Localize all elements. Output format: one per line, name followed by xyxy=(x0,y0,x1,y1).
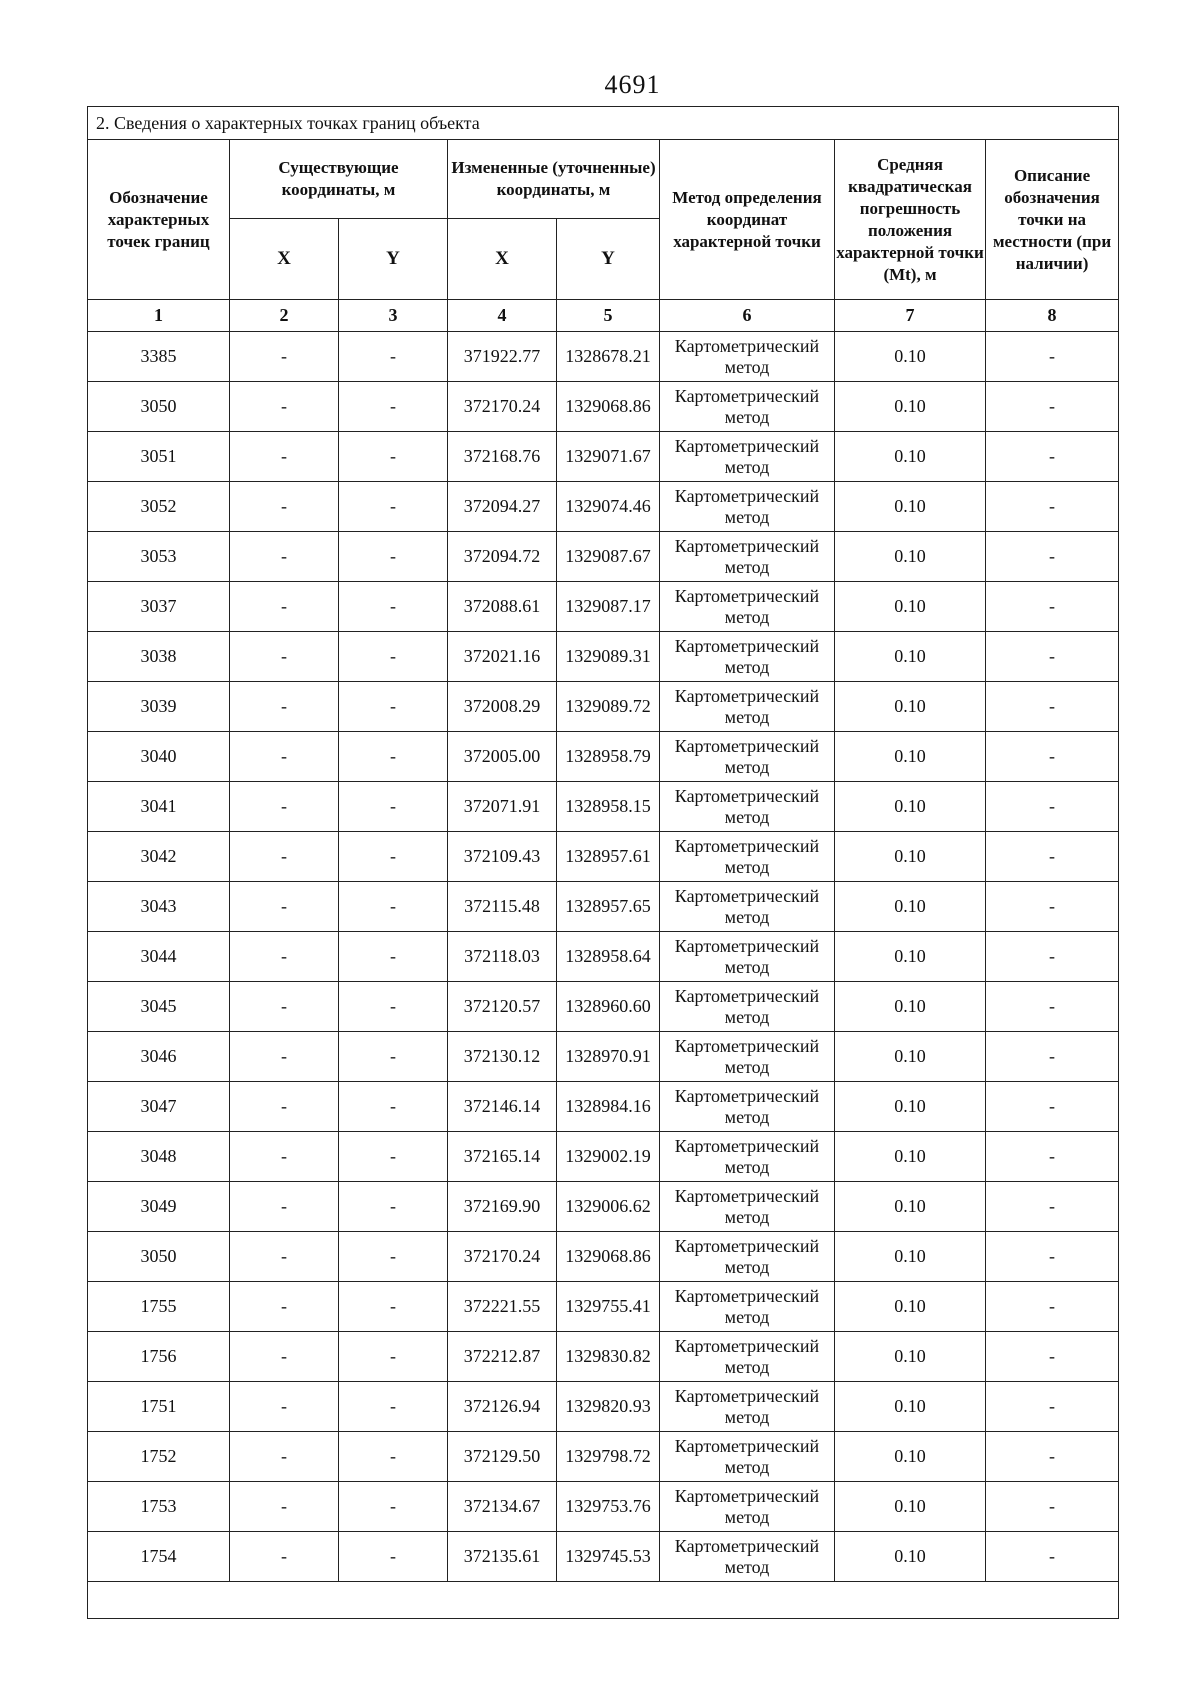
table-row xyxy=(88,782,1119,832)
point-cell: 3044 xyxy=(88,932,230,982)
method-cell xyxy=(660,932,835,982)
changed-y-cell: 1328960.60 xyxy=(557,982,660,1032)
changed-x-cell: 372169.90 xyxy=(448,1182,557,1232)
mt-cell: 0.10 xyxy=(835,432,986,482)
description-cell: - xyxy=(986,432,1119,482)
method-line2: метод xyxy=(724,956,770,977)
existing-x-cell: - xyxy=(230,682,339,732)
mt-cell: 0.10 xyxy=(835,1382,986,1432)
existing-x-cell: - xyxy=(230,332,339,382)
column-number: 4 xyxy=(448,300,557,332)
description-cell: - xyxy=(986,1332,1119,1382)
method-line1: Картометрический xyxy=(674,785,820,806)
mt-cell: 0.10 xyxy=(835,382,986,432)
method-cell xyxy=(660,732,835,782)
point-cell: 3052 xyxy=(88,482,230,532)
changed-y-cell: 1329087.17 xyxy=(557,582,660,632)
existing-y-cell: - xyxy=(339,482,448,532)
header-description: Описание обозначения точки на местности (при наличии) xyxy=(986,140,1119,300)
column-number: 5 xyxy=(557,300,660,332)
table-row xyxy=(88,982,1119,1032)
header-existing-coords: Существующие координаты, м xyxy=(230,140,448,219)
existing-y-cell: - xyxy=(339,1332,448,1382)
method-line2: метод xyxy=(724,756,770,777)
point-cell: 3040 xyxy=(88,732,230,782)
method-cell xyxy=(660,1382,835,1432)
mt-cell: 0.10 xyxy=(835,1082,986,1132)
changed-y-cell: 1328958.79 xyxy=(557,732,660,782)
description-cell: - xyxy=(986,982,1119,1032)
changed-x-cell: 372126.94 xyxy=(448,1382,557,1432)
point-cell: 3042 xyxy=(88,832,230,882)
existing-x-cell: - xyxy=(230,882,339,932)
table-row xyxy=(88,1232,1119,1282)
method-line2: метод xyxy=(724,506,770,527)
point-cell: 1751 xyxy=(88,1382,230,1432)
table-row xyxy=(88,1332,1119,1382)
point-cell: 1753 xyxy=(88,1482,230,1532)
method-cell xyxy=(660,982,835,1032)
header-existing-y: Y xyxy=(339,219,448,300)
description-cell: - xyxy=(986,1082,1119,1132)
point-cell: 3041 xyxy=(88,782,230,832)
changed-y-cell: 1329089.72 xyxy=(557,682,660,732)
changed-x-cell: 372221.55 xyxy=(448,1282,557,1332)
table-row xyxy=(88,1082,1119,1132)
method-line1: Картометрический xyxy=(674,335,820,356)
existing-y-cell: - xyxy=(339,832,448,882)
method-line1: Картометрический xyxy=(674,535,820,556)
existing-y-cell: - xyxy=(339,1282,448,1332)
method-line2: метод xyxy=(724,856,770,877)
table-row xyxy=(88,482,1119,532)
method-line2: метод xyxy=(724,1106,770,1127)
description-cell: - xyxy=(986,382,1119,432)
method-line2: метод xyxy=(724,1406,770,1427)
header-changed-coords: Измененные (уточненные) координаты, м xyxy=(448,140,660,219)
mt-cell: 0.10 xyxy=(835,482,986,532)
description-cell: - xyxy=(986,832,1119,882)
description-cell: - xyxy=(986,1382,1119,1432)
changed-y-cell: 1328957.61 xyxy=(557,832,660,882)
description-cell: - xyxy=(986,682,1119,732)
header-changed-x: X xyxy=(448,219,557,300)
method-line1: Картометрический xyxy=(674,635,820,656)
table-row xyxy=(88,382,1119,432)
header-mt: Средняя квадратическая погрешность положения характерной точки (Mt), м xyxy=(835,140,986,300)
method-cell xyxy=(660,1132,835,1182)
existing-y-cell: - xyxy=(339,1082,448,1132)
mt-cell: 0.10 xyxy=(835,1482,986,1532)
method-cell xyxy=(660,532,835,582)
method-cell xyxy=(660,1332,835,1382)
column-number: 3 xyxy=(339,300,448,332)
method-line2: метод xyxy=(724,806,770,827)
column-number: 1 xyxy=(88,300,230,332)
existing-x-cell: - xyxy=(230,582,339,632)
method-line2: метод xyxy=(724,1206,770,1227)
description-cell: - xyxy=(986,1132,1119,1182)
mt-cell: 0.10 xyxy=(835,782,986,832)
existing-y-cell: - xyxy=(339,1132,448,1182)
existing-y-cell: - xyxy=(339,732,448,782)
column-number: 6 xyxy=(660,300,835,332)
description-cell: - xyxy=(986,782,1119,832)
changed-x-cell: 372130.12 xyxy=(448,1032,557,1082)
changed-y-cell: 1329074.46 xyxy=(557,482,660,532)
mt-cell: 0.10 xyxy=(835,682,986,732)
point-cell: 3039 xyxy=(88,682,230,732)
method-line1: Картометрический xyxy=(674,935,820,956)
changed-x-cell: 372094.72 xyxy=(448,532,557,582)
existing-y-cell: - xyxy=(339,532,448,582)
method-line1: Картометрический xyxy=(674,1535,820,1556)
method-line1: Картометрический xyxy=(674,1185,820,1206)
method-line2: метод xyxy=(724,1556,770,1577)
description-cell: - xyxy=(986,932,1119,982)
changed-y-cell: 1329068.86 xyxy=(557,1232,660,1282)
existing-y-cell: - xyxy=(339,582,448,632)
mt-cell: 0.10 xyxy=(835,982,986,1032)
existing-y-cell: - xyxy=(339,1382,448,1432)
mt-cell: 0.10 xyxy=(835,732,986,782)
method-cell xyxy=(660,582,835,632)
method-line2: метод xyxy=(724,456,770,477)
table-row xyxy=(88,732,1119,782)
description-cell: - xyxy=(986,882,1119,932)
method-line2: метод xyxy=(724,1256,770,1277)
point-cell: 3047 xyxy=(88,1082,230,1132)
changed-y-cell: 1328984.16 xyxy=(557,1082,660,1132)
table-row xyxy=(88,632,1119,682)
existing-x-cell: - xyxy=(230,382,339,432)
description-cell: - xyxy=(986,482,1119,532)
method-cell xyxy=(660,882,835,932)
table-row xyxy=(88,432,1119,482)
method-cell xyxy=(660,1482,835,1532)
column-numbers-row xyxy=(88,300,1119,332)
table-row xyxy=(88,932,1119,982)
method-cell xyxy=(660,1232,835,1282)
method-cell xyxy=(660,432,835,482)
point-cell: 3046 xyxy=(88,1032,230,1082)
point-cell: 1755 xyxy=(88,1282,230,1332)
existing-x-cell: - xyxy=(230,482,339,532)
mt-cell: 0.10 xyxy=(835,832,986,882)
method-line1: Картометрический xyxy=(674,1285,820,1306)
existing-x-cell: - xyxy=(230,782,339,832)
changed-x-cell: 372094.27 xyxy=(448,482,557,532)
method-line2: метод xyxy=(724,1006,770,1027)
method-line1: Картометрический xyxy=(674,735,820,756)
column-number: 8 xyxy=(986,300,1119,332)
changed-x-cell: 372115.48 xyxy=(448,882,557,932)
point-cell: 3038 xyxy=(88,632,230,682)
existing-x-cell: - xyxy=(230,1482,339,1532)
table-row xyxy=(88,1132,1119,1182)
description-cell: - xyxy=(986,532,1119,582)
method-line2: метод xyxy=(724,1056,770,1077)
column-number: 7 xyxy=(835,300,986,332)
changed-x-cell: 372005.00 xyxy=(448,732,557,782)
changed-x-cell: 372071.91 xyxy=(448,782,557,832)
existing-x-cell: - xyxy=(230,1332,339,1382)
mt-cell: 0.10 xyxy=(835,1432,986,1482)
method-line2: метод xyxy=(724,1506,770,1527)
table-row xyxy=(88,1282,1119,1332)
changed-x-cell: 371922.77 xyxy=(448,332,557,382)
point-cell: 1754 xyxy=(88,1532,230,1582)
method-cell xyxy=(660,832,835,882)
mt-cell: 0.10 xyxy=(835,1032,986,1082)
method-line2: метод xyxy=(724,356,770,377)
changed-y-cell: 1329006.62 xyxy=(557,1182,660,1232)
existing-y-cell: - xyxy=(339,432,448,482)
method-line1: Картометрический xyxy=(674,1385,820,1406)
method-line1: Картометрический xyxy=(674,1135,820,1156)
changed-x-cell: 372109.43 xyxy=(448,832,557,882)
changed-x-cell: 372120.57 xyxy=(448,982,557,1032)
existing-y-cell: - xyxy=(339,882,448,932)
point-cell: 3385 xyxy=(88,332,230,382)
table-row xyxy=(88,682,1119,732)
header-changed-y: Y xyxy=(557,219,660,300)
changed-y-cell: 1328970.91 xyxy=(557,1032,660,1082)
method-cell xyxy=(660,482,835,532)
changed-x-cell: 372118.03 xyxy=(448,932,557,982)
changed-x-cell: 372129.50 xyxy=(448,1432,557,1482)
point-cell: 3048 xyxy=(88,1132,230,1182)
existing-y-cell: - xyxy=(339,1432,448,1482)
mt-cell: 0.10 xyxy=(835,632,986,682)
changed-x-cell: 372008.29 xyxy=(448,682,557,732)
method-line1: Картометрический xyxy=(674,985,820,1006)
header-existing-x: X xyxy=(230,219,339,300)
method-line2: метод xyxy=(724,1356,770,1377)
method-line2: метод xyxy=(724,1456,770,1477)
existing-y-cell: - xyxy=(339,332,448,382)
existing-x-cell: - xyxy=(230,1532,339,1582)
description-cell: - xyxy=(986,732,1119,782)
header-point: Обозначение характерных точек границ xyxy=(88,140,230,300)
method-line2: метод xyxy=(724,606,770,627)
changed-y-cell: 1329068.86 xyxy=(557,382,660,432)
existing-y-cell: - xyxy=(339,982,448,1032)
method-line1: Картометрический xyxy=(674,885,820,906)
method-cell xyxy=(660,382,835,432)
changed-y-cell: 1329745.53 xyxy=(557,1532,660,1582)
empty-footer-cell xyxy=(88,1582,1119,1619)
mt-cell: 0.10 xyxy=(835,582,986,632)
mt-cell: 0.10 xyxy=(835,1532,986,1582)
table-row xyxy=(88,582,1119,632)
description-cell: - xyxy=(986,582,1119,632)
existing-x-cell: - xyxy=(230,532,339,582)
header-method: Метод определения координат характерной точки xyxy=(660,140,835,300)
method-line1: Картометрический xyxy=(674,1435,820,1456)
table-row xyxy=(88,532,1119,582)
existing-y-cell: - xyxy=(339,782,448,832)
existing-x-cell: - xyxy=(230,432,339,482)
existing-x-cell: - xyxy=(230,632,339,682)
method-line1: Картометрический xyxy=(674,385,820,406)
existing-y-cell: - xyxy=(339,682,448,732)
existing-x-cell: - xyxy=(230,1232,339,1282)
existing-x-cell: - xyxy=(230,832,339,882)
method-cell xyxy=(660,1282,835,1332)
mt-cell: 0.10 xyxy=(835,1182,986,1232)
point-cell: 1752 xyxy=(88,1432,230,1482)
method-line2: метод xyxy=(724,406,770,427)
changed-y-cell: 1329830.82 xyxy=(557,1332,660,1382)
mt-cell: 0.10 xyxy=(835,1282,986,1332)
existing-x-cell: - xyxy=(230,982,339,1032)
existing-x-cell: - xyxy=(230,732,339,782)
column-number: 2 xyxy=(230,300,339,332)
method-cell xyxy=(660,682,835,732)
point-cell: 3050 xyxy=(88,382,230,432)
table-row xyxy=(88,1032,1119,1082)
changed-x-cell: 372021.16 xyxy=(448,632,557,682)
point-cell: 3049 xyxy=(88,1182,230,1232)
method-line2: метод xyxy=(724,1306,770,1327)
page-number: 4691 xyxy=(604,70,661,99)
method-cell xyxy=(660,1532,835,1582)
method-line1: Картометрический xyxy=(674,485,820,506)
changed-x-cell: 372170.24 xyxy=(448,1232,557,1282)
method-line1: Картометрический xyxy=(674,1035,820,1056)
section-title: 2. Сведения о характерных точках границ объекта xyxy=(88,107,1119,140)
method-cell xyxy=(660,1432,835,1482)
existing-x-cell: - xyxy=(230,1382,339,1432)
method-cell xyxy=(660,1082,835,1132)
method-line1: Картометрический xyxy=(674,685,820,706)
existing-x-cell: - xyxy=(230,1082,339,1132)
table-row xyxy=(88,332,1119,382)
existing-y-cell: - xyxy=(339,1182,448,1232)
mt-cell: 0.10 xyxy=(835,1132,986,1182)
changed-y-cell: 1329071.67 xyxy=(557,432,660,482)
existing-y-cell: - xyxy=(339,1032,448,1082)
changed-y-cell: 1328958.15 xyxy=(557,782,660,832)
description-cell: - xyxy=(986,632,1119,682)
changed-x-cell: 372134.67 xyxy=(448,1482,557,1532)
description-cell: - xyxy=(986,1032,1119,1082)
changed-x-cell: 372146.14 xyxy=(448,1082,557,1132)
table-row xyxy=(88,1532,1119,1582)
existing-x-cell: - xyxy=(230,1032,339,1082)
changed-x-cell: 372135.61 xyxy=(448,1532,557,1582)
point-cell: 3037 xyxy=(88,582,230,632)
method-line2: метод xyxy=(724,1156,770,1177)
mt-cell: 0.10 xyxy=(835,1332,986,1382)
mt-cell: 0.10 xyxy=(835,532,986,582)
method-line2: метод xyxy=(724,906,770,927)
table-row xyxy=(88,1482,1119,1532)
table-row xyxy=(88,1432,1119,1482)
changed-y-cell: 1329820.93 xyxy=(557,1382,660,1432)
point-cell: 1756 xyxy=(88,1332,230,1382)
method-cell xyxy=(660,632,835,682)
existing-y-cell: - xyxy=(339,1482,448,1532)
description-cell: - xyxy=(986,1482,1119,1532)
changed-y-cell: 1329002.19 xyxy=(557,1132,660,1182)
description-cell: - xyxy=(986,1282,1119,1332)
changed-y-cell: 1329755.41 xyxy=(557,1282,660,1332)
description-cell: - xyxy=(986,1182,1119,1232)
mt-cell: 0.10 xyxy=(835,932,986,982)
table-row xyxy=(88,882,1119,932)
method-cell xyxy=(660,1182,835,1232)
method-line2: метод xyxy=(724,656,770,677)
changed-y-cell: 1329753.76 xyxy=(557,1482,660,1532)
point-cell: 3045 xyxy=(88,982,230,1032)
method-cell xyxy=(660,1032,835,1082)
existing-y-cell: - xyxy=(339,1232,448,1282)
changed-y-cell: 1328957.65 xyxy=(557,882,660,932)
table-row xyxy=(88,1182,1119,1232)
method-line1: Картометрический xyxy=(674,435,820,456)
existing-x-cell: - xyxy=(230,1432,339,1482)
point-cell: 3050 xyxy=(88,1232,230,1282)
mt-cell: 0.10 xyxy=(835,1232,986,1282)
method-line1: Картометрический xyxy=(674,1085,820,1106)
table-row xyxy=(88,832,1119,882)
description-cell: - xyxy=(986,1232,1119,1282)
boundary-points-table xyxy=(87,106,1119,1619)
method-cell xyxy=(660,782,835,832)
description-cell: - xyxy=(986,1532,1119,1582)
changed-x-cell: 372165.14 xyxy=(448,1132,557,1182)
existing-y-cell: - xyxy=(339,932,448,982)
method-cell xyxy=(660,332,835,382)
method-line1: Картометрический xyxy=(674,1235,820,1256)
changed-x-cell: 372170.24 xyxy=(448,382,557,432)
description-cell: - xyxy=(986,332,1119,382)
description-cell: - xyxy=(986,1432,1119,1482)
changed-y-cell: 1328678.21 xyxy=(557,332,660,382)
method-line1: Картометрический xyxy=(674,835,820,856)
method-line2: метод xyxy=(724,706,770,727)
existing-x-cell: - xyxy=(230,932,339,982)
mt-cell: 0.10 xyxy=(835,332,986,382)
method-line1: Картометрический xyxy=(674,1485,820,1506)
existing-x-cell: - xyxy=(230,1132,339,1182)
existing-y-cell: - xyxy=(339,382,448,432)
changed-x-cell: 372212.87 xyxy=(448,1332,557,1382)
method-line1: Картометрический xyxy=(674,585,820,606)
changed-x-cell: 372088.61 xyxy=(448,582,557,632)
existing-x-cell: - xyxy=(230,1282,339,1332)
method-line1: Картометрический xyxy=(674,1335,820,1356)
changed-y-cell: 1329798.72 xyxy=(557,1432,660,1482)
changed-y-cell: 1329089.31 xyxy=(557,632,660,682)
existing-y-cell: - xyxy=(339,1532,448,1582)
point-cell: 3053 xyxy=(88,532,230,582)
changed-x-cell: 372168.76 xyxy=(448,432,557,482)
empty-footer-row xyxy=(88,1582,1119,1619)
changed-y-cell: 1329087.67 xyxy=(557,532,660,582)
point-cell: 3051 xyxy=(88,432,230,482)
point-cell: 3043 xyxy=(88,882,230,932)
existing-x-cell: - xyxy=(230,1182,339,1232)
mt-cell: 0.10 xyxy=(835,882,986,932)
existing-y-cell: - xyxy=(339,632,448,682)
method-line2: метод xyxy=(724,556,770,577)
changed-y-cell: 1328958.64 xyxy=(557,932,660,982)
table-row xyxy=(88,1382,1119,1432)
